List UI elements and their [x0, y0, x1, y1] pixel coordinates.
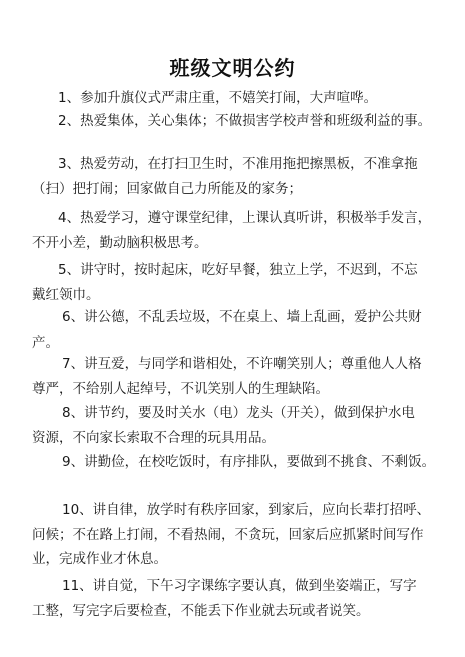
- rule-7-line-2: 尊严，不给别人起绰号，不讥笑别人的生理缺陷。: [32, 381, 329, 397]
- rule-10-line-1: 10、讲自律，放学时有秩序回家，到家后，应向长辈打招呼、: [62, 502, 431, 518]
- rule-1-line-1: 1、参加升旗仪式严肃庄重，不嬉笑打闹，大声喧哗。: [58, 90, 378, 106]
- rule-11-line-1: 11、讲自觉，下午习字课练字要认真，做到坐姿端正，写字: [62, 578, 417, 594]
- rule-8-line-2: 资源，不向家长索取不合理的玩具用品。: [32, 430, 275, 446]
- rule-11-line-2: 工整，写完字后要检查，不能丢下作业就去玩或者说笑。: [32, 603, 370, 619]
- rule-4-line-1: 4、热爱学习，遵守课堂纪律，上课认真听讲，积极举手发言，: [58, 210, 432, 226]
- rule-2-line-1: 2、热爱集体，关心集体；不做损害学校声誉和班级利益的事。: [58, 113, 432, 129]
- rule-6-line-2: 产。: [32, 335, 59, 351]
- rule-10-line-3: 业，完成作业才休息。: [32, 551, 167, 567]
- rule-5-line-1: 5、讲守时，按时起床，吃好早餐，独立上学，不迟到，不忘: [58, 262, 418, 278]
- rule-5-line-2: 戴红领巾。: [32, 287, 100, 303]
- rule-3-line-1: 3、热爱劳动，在打扫卫生时，不准用拖把擦黑板，不准拿拖: [58, 156, 418, 172]
- rule-3-line-2: （扫）把打闹；回家做自己力所能及的家务；: [32, 181, 302, 197]
- rule-4-line-2: 不开小差，勤动脑积极思考。: [32, 235, 208, 251]
- rule-6-line-1: 6、讲公德，不乱丢垃圾，不在桌上、墙上乱画，爱护公共财: [62, 309, 422, 325]
- rule-7-line-1: 7、讲互爱，与同学和谐相处，不许嘲笑别人；尊重他人人格: [62, 356, 422, 372]
- page-title: 班级文明公约: [169, 56, 296, 80]
- rule-9-line-1: 9、讲勤俭，在校吃饭时，有序排队，要做到不挑食、不剩饭。: [62, 454, 436, 470]
- rule-10-line-2: 问候；不在路上打闹，不看热闹，不贪玩，回家后应抓紧时间写作: [32, 527, 424, 543]
- rule-8-line-1: 8、讲节约，要及时关水（电）龙头（开关），做到保护水电: [62, 405, 415, 421]
